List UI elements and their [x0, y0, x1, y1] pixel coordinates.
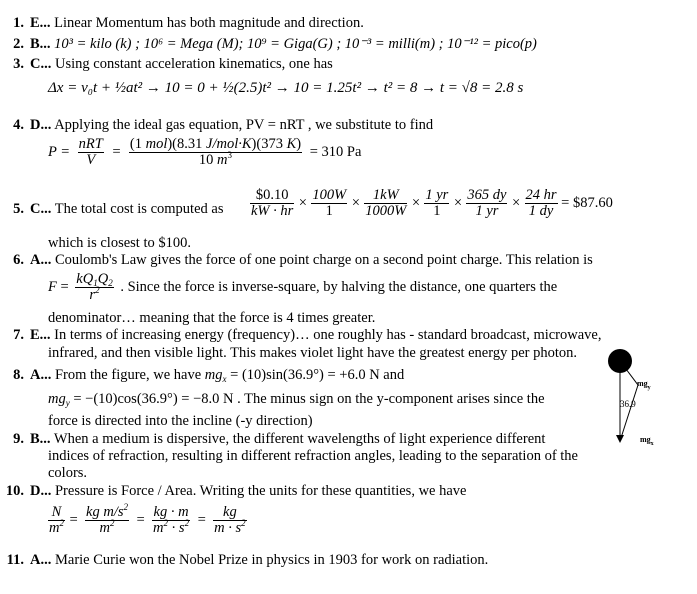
explanation: When a medium is dispersive, the different wavelengths of light experience different [53, 431, 546, 447]
explanation: The total cost is computed as [54, 201, 224, 217]
item-number: 11. [6, 552, 24, 568]
item-number: 7. [13, 327, 24, 343]
answer-key: D... [30, 483, 52, 499]
answer-key: D... [30, 117, 52, 133]
mgx-component [620, 385, 638, 441]
answer-key: B... [30, 431, 51, 447]
ideal-gas-equation: P = $\frac{\text{nRT}}{V}$ = $\frac{\text{(1 mol)(8.31 J/mol·K)(373 K)}}{10 m^3}$ = 310 Pa [48, 136, 362, 168]
mgy-label: $mg_y$ [637, 379, 651, 391]
item-number: 9. [13, 431, 24, 447]
item-number: 2. [13, 36, 24, 52]
answer-8: 8. A... From the figure, we have $mg_x = (10)\sin(36.9^\circ) = +6.0$ N and [0, 367, 404, 384]
answer-11 [0, 552, 488, 569]
answer-3 [0, 56, 333, 73]
answer-key: E... [30, 15, 51, 31]
explanation: In terms of increasing energy (frequency)… one roughly has - standard broadcast, microwave, [54, 327, 602, 343]
coulomb-law-line: F = $\frac{kQ_1Q_2}{r^2}$ . Since the force is inverse-square, by halving the distance, one quarters the [48, 271, 558, 303]
arrow-head-icon [616, 435, 624, 443]
explanation: Linear Momentum has both magnitude and direction. [54, 15, 364, 31]
answer-8-line-2: $mg_y = -(10)\cos(36.9^\circ) = -8.0$ N . The minus sign on the y-component arises since the [48, 391, 545, 408]
answer-9 [0, 431, 545, 448]
item-number: 4. [13, 117, 24, 133]
item-number: 10. [5, 483, 24, 499]
answer-2 [0, 36, 537, 53]
kinematics-equation: Δx = v₀t + ½at² → 10 = 0 + ½(2.5)t² → 10 = 1.25t² → t² = 8 → t = √8 = 2.8 s [48, 80, 524, 96]
answer-8-line-3: force is directed into the incline (-y direction) [48, 413, 313, 429]
item-number: 1. [13, 15, 24, 31]
item-number: 3. [13, 56, 24, 72]
mgy-equation: = −(10)cos(36.9°) = −8.0 N . The minus sign on the y-component arises since the [73, 391, 545, 407]
answer-key: A... [30, 367, 52, 383]
explanation: Coulomb's Law gives the force of one point charge on a second point charge. This relation is [54, 252, 593, 268]
answer-5-continuation: which is closest to $100. [48, 235, 191, 251]
pressure-result: = 310 Pa [309, 143, 362, 160]
explanation: Applying the ideal gas equation, PV = nRT , we substitute to find [54, 117, 434, 133]
answer-9-line-3: colors. [48, 465, 88, 481]
item-number: 8. [13, 367, 24, 383]
explanation: From the figure, we have [54, 367, 202, 383]
answer-key: B... [30, 36, 51, 52]
explanation: Marie Curie won the Nobel Prize in physics in 1903 for work on radiation. [54, 552, 489, 568]
answer-key: E... [30, 327, 51, 343]
mgx-equation: = (10)sin(36.9°) = +6.0 N and [230, 367, 405, 383]
answer-key: C... [30, 201, 52, 217]
answer-6-line-3: denominator… meaning that the force is 4 times greater. [48, 310, 376, 326]
answer-5 [0, 201, 223, 218]
explanation: 10³ = kilo (k) ; 10⁶ = Mega (M); 10⁹ = Giga(G) ; 10⁻³ = milli(m) ; 10⁻¹² = pico(p) [54, 36, 537, 52]
answer-7 [0, 327, 601, 344]
mgx-label: $mg_x$ [640, 435, 654, 447]
answer-6-continuation: . Since the force is inverse-square, by halving the distance, one quarters the [120, 278, 558, 295]
item-number: 5. [13, 201, 24, 217]
answer-key: A... [30, 252, 52, 268]
answer-key: C... [30, 56, 52, 72]
answer-9-line-2: indices of refraction, resulting in different refraction angles, leading to the separation of the [48, 448, 578, 464]
pressure-units-equation: $\frac{N}{m^2}$ = $\frac{kg m/s^2}{m^2}$ = $\frac{kg \cdot m}{m^2 \cdot s^2}$ = $\frac{kg}{m \cdot s^2}$ [49, 502, 246, 536]
cost-result: = $87.60 [561, 194, 613, 211]
answer-10 [0, 483, 466, 500]
explanation: Using constant acceleration kinematics, one has [54, 56, 333, 72]
angle-label: 36.9 [620, 399, 636, 409]
force-diagram [600, 345, 697, 457]
answer-6 [0, 252, 593, 269]
answer-4 [0, 117, 433, 134]
answer-7-line-2: infrared, and then visible light. This makes violet light have the greatest energy per photon. [48, 345, 577, 361]
item-number: 6. [13, 252, 24, 268]
answer-key: A... [30, 552, 52, 568]
answer-1 [0, 15, 364, 32]
explanation: Pressure is Force / Area. Writing the units for these quantities, we have [54, 483, 467, 499]
cost-equation: $\frac{\$0.10}{kW \cdot hr}$ × $\frac{100W}{1}$ × $\frac{1kW}{1000W}$ × $\frac{1 yr}{1}$ × $\frac{365 dy}{1 yr}$ × $\frac{24 hr}{1 dy}$ = $87.60 [251, 187, 613, 219]
